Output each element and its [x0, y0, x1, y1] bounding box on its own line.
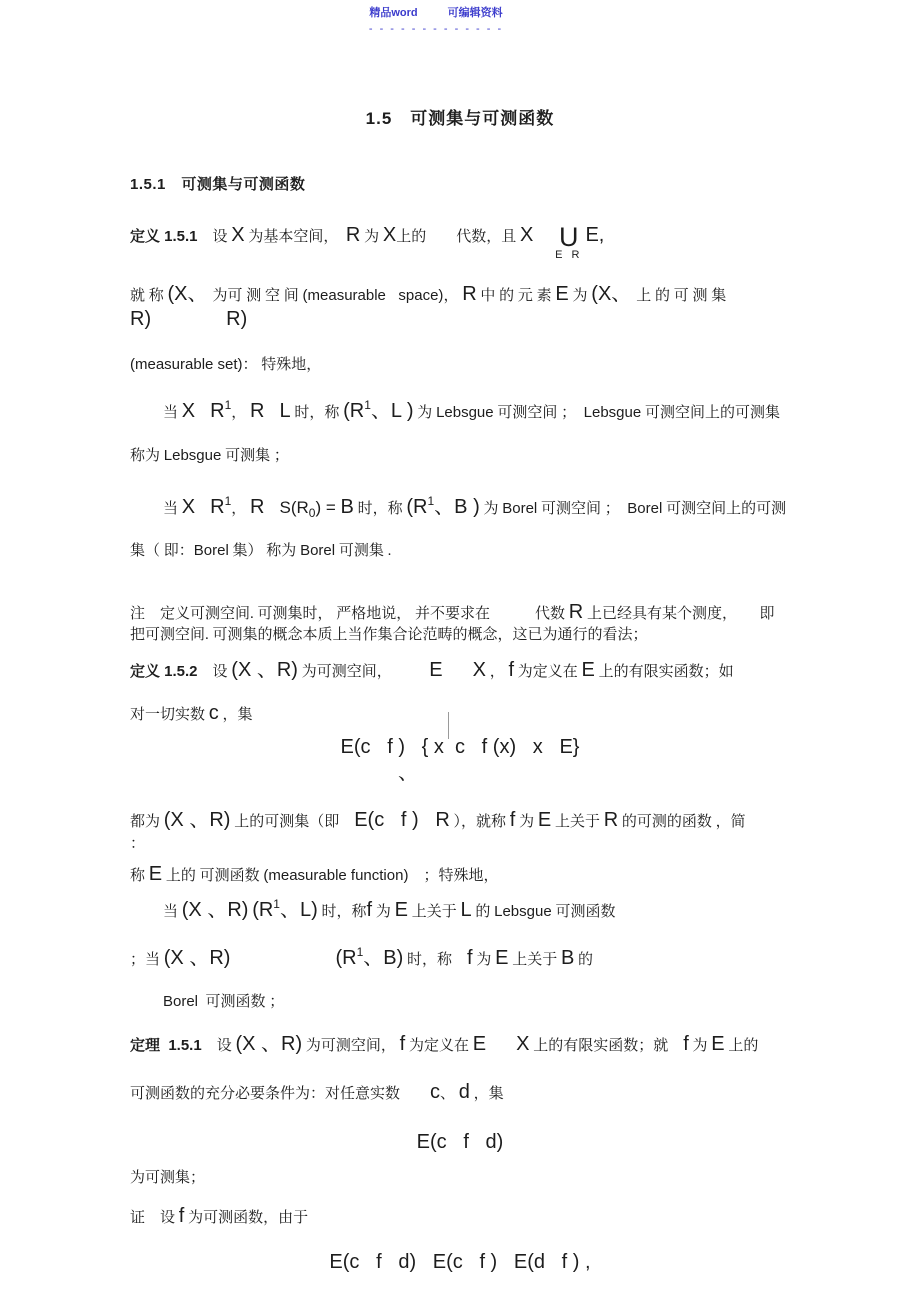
formula-interval-set	[0, 1129, 920, 1156]
math-var: (R	[343, 400, 365, 422]
text-run: ，集	[469, 1086, 504, 1102]
paragraph-line	[130, 807, 746, 834]
text-run: 上的	[724, 1038, 759, 1054]
math-var: f	[399, 1033, 406, 1055]
text-run: 可测空间上的可测	[662, 501, 787, 517]
text-run: 都为	[130, 814, 164, 830]
text-run: 上关于	[508, 952, 561, 968]
math-var: E(c f ) R	[354, 809, 450, 831]
text-run: Borel	[193, 542, 229, 559]
math-var: R	[210, 496, 225, 518]
text-run: 上的 代数，且	[396, 229, 520, 245]
text-run: 的	[471, 904, 495, 920]
union-symbol	[555, 222, 583, 261]
math-var: L	[460, 899, 472, 921]
text-run: 定义 1.5.2	[130, 663, 198, 680]
text-run: 可测函数的充分必要条件为：对任意实数	[130, 1086, 431, 1102]
text-run: 为定义在	[405, 1038, 473, 1054]
formula-measurable-set	[0, 734, 920, 761]
math-var: 、L)	[279, 899, 318, 921]
text-run: 可测空间 ；	[493, 405, 584, 421]
text-run: 为	[479, 501, 503, 517]
text-run: 当	[163, 501, 182, 517]
math-var: 、L )	[370, 400, 414, 422]
text-run: ，集	[218, 707, 253, 723]
math-var: (R	[335, 947, 357, 969]
text-run: 上已经具有某个测度， 即	[583, 606, 775, 622]
text-run: 1	[273, 897, 280, 911]
dun-mark	[398, 760, 418, 787]
paragraph-line	[130, 700, 253, 727]
text-run: 集） 称为	[228, 543, 301, 559]
math-var: E	[495, 947, 509, 969]
text-run: 1.5 可测集与可测函数	[365, 109, 555, 128]
definition-1-5-1	[130, 222, 604, 261]
text-run: ，	[231, 405, 251, 421]
text-run: 上的可测集（即	[230, 814, 355, 830]
text-run: 称为	[130, 448, 164, 464]
math-var: (X、	[591, 283, 622, 305]
text-run: 可测空间 ；	[537, 501, 628, 517]
text-run: 为可测集；	[130, 1170, 206, 1186]
text-run: 上的有限实函数；就	[529, 1038, 684, 1054]
paragraph-line	[130, 281, 726, 308]
text-run: Lebsgue	[436, 404, 494, 421]
text-run: 为	[360, 229, 383, 245]
text-run: 中 的 元 素	[476, 288, 556, 304]
math-var: R	[603, 809, 619, 831]
text-run: 可测集 .	[335, 543, 392, 559]
text-run: 、	[440, 1086, 459, 1102]
math-var: E	[394, 899, 408, 921]
math-var: X	[181, 400, 196, 422]
paragraph-line	[130, 445, 289, 467]
math-var: R	[345, 224, 361, 246]
text-run: 设	[201, 1038, 236, 1054]
text-run: 1	[364, 398, 371, 412]
theorem-1-5-1	[130, 1031, 758, 1058]
text-run: Lebsgue	[163, 447, 222, 464]
text-run: 定义 1.5.1	[130, 228, 198, 245]
math-var: f	[366, 899, 373, 921]
text-run: 1.5.1 可测集与可测函数	[130, 176, 306, 193]
math-var: R	[462, 283, 477, 305]
text-run: 为	[372, 904, 395, 920]
text-run: (measurable space)	[302, 287, 444, 304]
header-badge-left: 精品word	[369, 7, 418, 19]
paragraph-line	[163, 397, 780, 425]
math-var: c	[208, 702, 219, 724]
math-var: X	[472, 659, 486, 681]
text-run: S(R	[279, 498, 309, 517]
text-run	[195, 501, 210, 517]
text-run: 时，称	[353, 501, 407, 517]
text-run: ；特殊地，	[408, 868, 499, 884]
text-run: 就 称	[130, 288, 168, 304]
math-var: E(c f d) E(c f ) E(d f ) ,	[329, 1251, 591, 1273]
text-run: 证 设	[130, 1210, 179, 1226]
paragraph-line	[163, 493, 786, 521]
text-run: 为可测函数，由于	[184, 1210, 309, 1226]
math-var: d	[458, 1081, 470, 1103]
note-line	[130, 624, 648, 646]
text-run: 1	[224, 398, 232, 412]
paragraph-line	[130, 944, 593, 972]
math-var: B	[340, 496, 354, 518]
text-run: 称	[130, 868, 149, 884]
text-run: 为	[515, 814, 538, 830]
text-run: 为定义在	[514, 664, 582, 680]
math-var: 、B )	[434, 496, 480, 518]
proof-line	[130, 1203, 308, 1230]
text-run: ，	[485, 664, 509, 680]
text-run	[195, 405, 210, 421]
text-run: 时，称	[317, 904, 367, 920]
math-var: (R	[252, 899, 274, 921]
text-run: 1	[427, 494, 435, 508]
paragraph-line	[163, 896, 615, 924]
math-var: f	[683, 1033, 689, 1055]
text-run: 为	[413, 405, 437, 421]
math-var: R	[210, 400, 225, 422]
union-subscripts: E R	[555, 249, 583, 261]
math-var: X	[519, 224, 534, 246]
math-var: X	[181, 496, 196, 518]
math-var: X	[231, 224, 245, 246]
text-run: 的	[574, 952, 594, 968]
math-var: c	[430, 1081, 441, 1103]
formula-set-identity	[0, 1249, 920, 1276]
text-run: 设	[197, 229, 232, 245]
text-run: ：	[130, 836, 146, 852]
text-run: Borel	[627, 500, 663, 517]
math-var: X	[516, 1033, 530, 1055]
math-var: E	[711, 1033, 725, 1055]
math-var: (X、	[167, 283, 198, 305]
math-var: E(c f ) { x c f (x) x E}	[340, 736, 580, 758]
text-run	[264, 501, 279, 517]
text-run: (measurable function)	[263, 867, 409, 884]
math-var: R)	[226, 308, 248, 330]
math-var: L	[279, 400, 291, 422]
text-run: 上的 可测函数	[162, 868, 264, 884]
math-var: f	[508, 659, 515, 681]
math-var: (X 、R)	[181, 899, 249, 921]
math-var: f	[509, 809, 516, 831]
text-run: 为	[688, 1038, 712, 1054]
math-var: f	[178, 1205, 185, 1227]
math-var: R	[250, 496, 265, 518]
text-run: 上关于	[551, 814, 604, 830]
union-glyph: U	[559, 222, 579, 253]
paragraph-line	[130, 833, 145, 855]
text-run: 为可测空间，	[297, 664, 430, 680]
text-run	[151, 313, 226, 329]
text-run: ，	[231, 501, 251, 517]
text-run: 当	[163, 405, 182, 421]
math-var: B	[560, 947, 575, 969]
paragraph-line	[130, 861, 498, 888]
math-var: E,	[585, 224, 605, 246]
text-run: 可测函数	[551, 904, 616, 920]
doc-title	[0, 108, 920, 131]
text-run: 为可 测 空 间	[197, 288, 303, 304]
paragraph-line	[130, 1167, 205, 1189]
math-var: E	[555, 283, 569, 305]
math-var: R)	[130, 308, 152, 330]
math-var: R	[568, 601, 584, 623]
math-var: 、B)	[363, 947, 404, 969]
math-var: R	[250, 400, 265, 422]
definition-1-5-2	[130, 657, 734, 684]
text-run: 注 定义可测空间. 可测集时， 严格地说， 并不要求在 代数	[130, 606, 569, 622]
text-run	[486, 1038, 516, 1054]
text-run: 上关于	[407, 904, 461, 920]
math-var: E	[472, 1033, 487, 1055]
paragraph-line	[130, 354, 321, 376]
paragraph-line	[130, 306, 247, 333]
text-run: ，	[443, 288, 463, 304]
text-run: 1	[356, 945, 364, 959]
header-badges	[338, 4, 534, 20]
math-var: E	[148, 863, 163, 885]
text-run: 时，称	[290, 405, 344, 421]
paragraph-line	[130, 1079, 504, 1106]
text-run: 为可测空间，	[302, 1038, 400, 1054]
text-run: ) =	[315, 498, 341, 517]
text-run: Borel	[502, 500, 538, 517]
header-dashed-rule: - - - - - - - - - - - - -	[368, 23, 504, 35]
math-var: f	[467, 947, 473, 969]
paragraph-line	[130, 540, 391, 562]
text-run: ： 特殊地，	[242, 357, 322, 373]
text-run: 为基本空间，	[244, 229, 346, 245]
text-run: 设	[197, 664, 232, 680]
math-var: (X 、R)	[231, 659, 298, 681]
text-run: Lebsgue	[494, 903, 552, 920]
text-run	[533, 229, 552, 245]
paragraph-line	[163, 991, 284, 1013]
math-var: (R	[406, 496, 428, 518]
text-run: 集（ 即：	[130, 543, 194, 559]
text-run: 定理 1.5.1	[130, 1037, 202, 1054]
text-run: 0	[308, 506, 316, 520]
text-run: Lebsgue	[583, 404, 642, 421]
math-var: E	[581, 659, 595, 681]
text-run	[443, 664, 473, 680]
text-run: 上 的 可 测 集	[621, 288, 727, 304]
text-run: 对一切实数	[130, 707, 209, 723]
section-heading	[130, 174, 305, 196]
text-run	[230, 952, 335, 968]
math-var: (X 、R)	[163, 809, 231, 831]
text-run: 的可测的函数 ，简	[618, 814, 746, 830]
math-var: E	[537, 809, 552, 831]
text-run: 为	[568, 288, 592, 304]
text-run: 1	[224, 494, 232, 508]
text-run: Borel	[300, 542, 336, 559]
text-run: 时，称	[403, 952, 468, 968]
text-run: 可测空间上的可测集	[641, 405, 780, 421]
text-run: 把可测空间. 可测集的概念本质上当作集合论范畴的概念，这已为通行的看法；	[130, 627, 648, 643]
page-header	[338, 4, 534, 35]
math-var: 、	[398, 762, 418, 784]
math-var: (X 、R)	[235, 1033, 303, 1055]
header-badge-right: 可编辑资料	[447, 7, 503, 19]
text-run: (measurable set)	[130, 356, 243, 373]
math-var: X	[382, 224, 397, 246]
text-run: ），就称	[449, 814, 510, 830]
text-run: 当	[163, 904, 182, 920]
text-run: ；当	[130, 952, 164, 968]
text-run: 上的有限实函数；如	[594, 664, 734, 680]
text-run: 可测集 ；	[221, 448, 289, 464]
math-var: (X 、R)	[163, 947, 231, 969]
text-run: 为	[472, 952, 496, 968]
math-var: E	[429, 659, 443, 681]
text-run: 可测函数 ；	[198, 994, 285, 1010]
math-var: E(c f d)	[416, 1131, 504, 1153]
text-run	[264, 405, 279, 421]
text-run: Borel	[163, 993, 199, 1010]
note-line	[130, 599, 774, 626]
